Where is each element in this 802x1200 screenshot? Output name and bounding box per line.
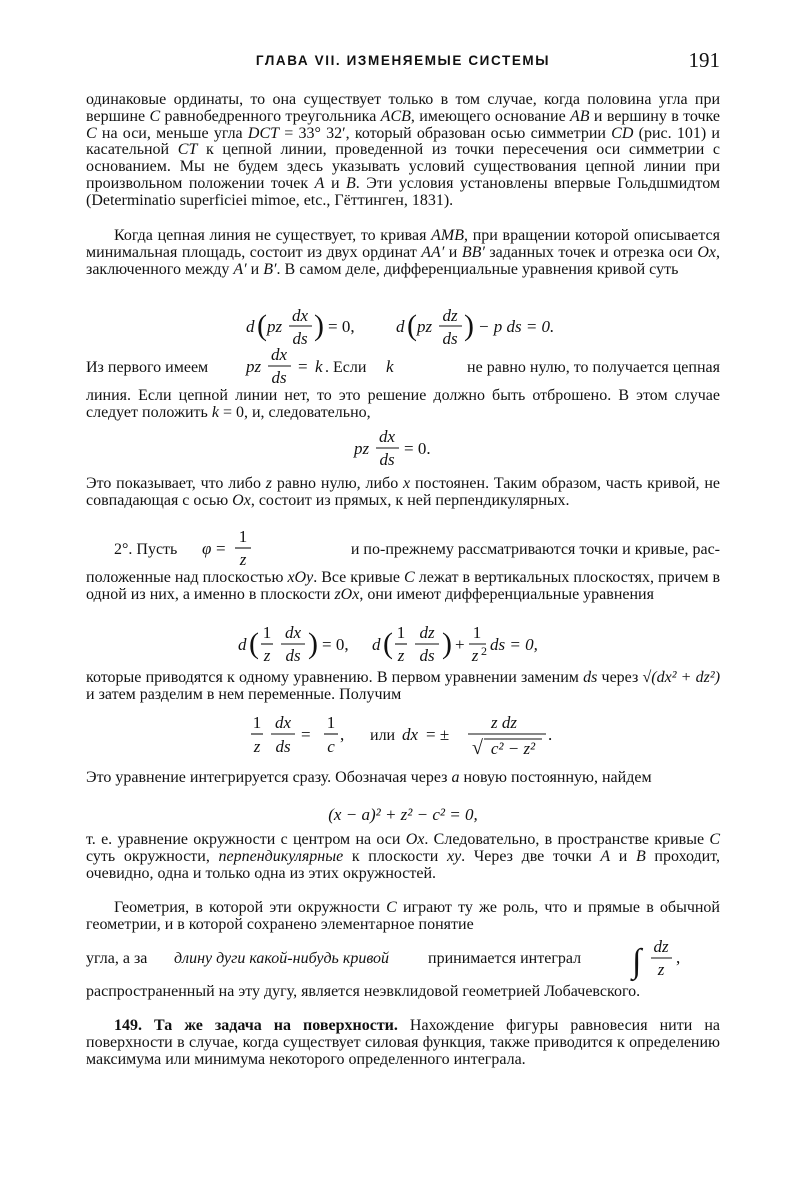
svg-text:ds: ds bbox=[292, 329, 308, 348]
equation-line-k bbox=[86, 344, 720, 388]
svg-text:2°. Пусть: 2°. Пусть bbox=[114, 541, 178, 558]
svg-text:dx: dx bbox=[378, 427, 396, 446]
svg-text:dx: dx bbox=[402, 725, 419, 744]
svg-text:принимается интеграл: принимается интеграл bbox=[428, 950, 582, 967]
paragraph-8: т. е. уравнение окружности с центром на оси Ox. Следовательно, в пространстве кривые C суть окружности, перпендикулярные к плоскости xy. Через две точки A и B проходит, очевидно, одна и только одна из этих окружностей. bbox=[86, 831, 720, 882]
svg-text:dx: dx bbox=[284, 623, 302, 642]
svg-text:и по-прежнему рассматриваются: и по-прежнему рассматриваются точки и кривые, рас- bbox=[350, 541, 720, 558]
paragraph-3: линия. Если цепной линии нет, то это решение должно быть отброшено. В этом случае следует положить k = 0, и, следовательно, bbox=[86, 387, 720, 421]
svg-text:dx: dx bbox=[291, 306, 309, 325]
svg-text:): ) bbox=[308, 627, 318, 660]
svg-text:ds = 0,: ds = 0, bbox=[490, 635, 538, 654]
svg-text:.: . bbox=[548, 725, 553, 744]
svg-text:1: 1 bbox=[238, 527, 248, 546]
svg-text:φ: φ bbox=[202, 539, 212, 558]
svg-text:+: + bbox=[455, 635, 465, 654]
svg-text:pz: pz bbox=[354, 439, 370, 458]
svg-text:): ) bbox=[314, 309, 324, 342]
svg-text:dz: dz bbox=[442, 306, 458, 325]
svg-text:2: 2 bbox=[481, 644, 487, 658]
equation-3 bbox=[86, 622, 720, 668]
svg-text:z: z bbox=[263, 646, 271, 665]
svg-text:d: d bbox=[396, 317, 405, 336]
svg-text:= 0,: = 0, bbox=[328, 317, 355, 336]
svg-text:ds: ds bbox=[275, 737, 291, 756]
svg-text:pz: pz bbox=[267, 317, 283, 336]
svg-text:,: , bbox=[340, 725, 345, 744]
svg-text:(: ( bbox=[257, 309, 267, 342]
paragraph-6: которые приводятся к одному уравнению. В первом уравнении заменим ds через √(dx² + dz²) и затем разделим в нем переменные. Получим bbox=[86, 669, 721, 703]
svg-text:=: = bbox=[298, 357, 308, 376]
svg-text:ds: ds bbox=[285, 646, 301, 665]
equation-line-integral bbox=[86, 934, 720, 984]
svg-text:= 0,: = 0, bbox=[322, 635, 349, 654]
svg-text:=: = bbox=[216, 539, 226, 558]
paragraph-5: положенные над плоскостью xOy. Все кривые C лежат в вертикальных плоскостях, причем в одной из них, а именно в плоскости zOx, они имеют дифференциальные уравнения bbox=[86, 569, 721, 603]
svg-text:dz: dz bbox=[653, 937, 669, 956]
svg-text:1: 1 bbox=[472, 623, 482, 642]
equation-line-phi bbox=[86, 526, 720, 570]
svg-text:ds: ds bbox=[271, 368, 287, 387]
svg-text:не равно нулю, то получается ц: не равно нулю, то получается цепная bbox=[467, 359, 720, 376]
svg-text:pz: pz bbox=[417, 317, 433, 336]
equation-4 bbox=[86, 710, 720, 762]
paragraph-10: распространенный на эту дугу, является неэвклидовой геометрией Лобачевского. bbox=[86, 983, 641, 1000]
svg-text:угла, а за: угла, а за bbox=[86, 950, 148, 967]
svg-text:c² − z²: c² − z² bbox=[490, 739, 536, 758]
svg-text:ds: ds bbox=[442, 329, 458, 348]
svg-text:(: ( bbox=[249, 627, 259, 660]
paragraph-7: Это уравнение интегрируется сразу. Обозначая через a новую постоянную, найдем bbox=[86, 769, 652, 786]
paragraph-4: Это показывает, что либо z равно нулю, либо x постоянен. Таким образом, часть кривой, не совпадающая с осью Ox, состоит из прямых, к ней перпендикулярных. bbox=[86, 475, 721, 509]
paragraph-9: Геометрия, в которой эти окружности C играют ту же роль, что и прямые в обычной геометрии, и в которой сохранено элементарное понятие bbox=[86, 899, 720, 933]
svg-text:dz: dz bbox=[419, 623, 435, 642]
svg-text:,: , bbox=[676, 948, 681, 967]
svg-text:или: или bbox=[370, 727, 396, 744]
equation-2 bbox=[86, 426, 720, 472]
svg-text:(x − a)² + z² − c² = 0,: (x − a)² + z² − c² = 0, bbox=[328, 805, 478, 824]
svg-text:d: d bbox=[246, 317, 255, 336]
svg-text:d: d bbox=[238, 635, 247, 654]
svg-text:. Если: . Если bbox=[325, 359, 367, 376]
svg-text:c: c bbox=[327, 737, 335, 756]
svg-text:(: ( bbox=[383, 627, 393, 660]
svg-text:z dz: z dz bbox=[491, 713, 517, 732]
svg-text:− p ds = 0.: − p ds = 0. bbox=[478, 317, 555, 336]
svg-text:): ) bbox=[442, 627, 452, 660]
svg-text:= 0.: = 0. bbox=[404, 439, 431, 458]
paragraph-1: одинаковые ординаты, то она существует только в том случае, когда половина угла при вершине C равнобедренного треугольника ACB, имеющего основание AB и вершину в точке C на оси, меньше угла DCT = 33° 32′, который образован осью симметрии CD (рис. 101) и касательной CT к цепной линии, проведенной из точки пересечения оси симметрии с основанием. Мы не будем здесь указывать условий существования цепной линии при произвольном положении точек A и B. Эти условия установлены впервые Гольдшмидтом (Determinatio superficiei mimoe, etc., Гёттинген, 1831). bbox=[86, 91, 721, 209]
svg-text:): ) bbox=[464, 309, 474, 342]
svg-text:1: 1 bbox=[252, 713, 262, 732]
svg-text:z: z bbox=[397, 646, 405, 665]
svg-text:(: ( bbox=[407, 309, 417, 342]
svg-text:dx: dx bbox=[270, 345, 288, 364]
svg-text:ds: ds bbox=[419, 646, 435, 665]
svg-text:z: z bbox=[471, 646, 479, 665]
section-heading: 149. Та же задача на поверхности. bbox=[114, 1017, 398, 1034]
svg-text:1: 1 bbox=[262, 623, 272, 642]
svg-text:z: z bbox=[239, 550, 247, 569]
svg-text:z: z bbox=[657, 960, 665, 979]
svg-text:1: 1 bbox=[326, 713, 336, 732]
equation-5 bbox=[86, 802, 720, 828]
running-head: ГЛАВА VII. ИЗМЕНЯЕМЫЕ СИСТЕМЫ bbox=[255, 53, 551, 68]
section-149: 149. Та же задача на поверхности. Нахождение фигуры равновесия нити на поверхности в случае, когда существует силовая функция, также приводится к определению максимума или минимума некоторого определенного интеграла. bbox=[86, 1017, 720, 1068]
svg-text:dx: dx bbox=[274, 713, 292, 732]
svg-text:√: √ bbox=[472, 737, 483, 759]
svg-text:z: z bbox=[253, 737, 261, 756]
svg-text:d: d bbox=[372, 635, 381, 654]
svg-text:k: k bbox=[386, 357, 394, 376]
svg-text:длину дуги какой-нибудь кривой: длину дуги какой-нибудь кривой bbox=[174, 950, 390, 967]
paragraph-2: Когда цепная линия не существует, то кривая AMB, при вращении которой описывается минимальная площадь, состоит из двух ординат AA′ и BB′ заданных точек и отрезка оси Ox, заключенного между A′ и B′. В самом деле, дифференциальные уравнения кривой суть bbox=[86, 227, 721, 278]
svg-text:∫: ∫ bbox=[632, 943, 642, 980]
page-header bbox=[86, 50, 720, 72]
page-number: 191 bbox=[688, 48, 720, 72]
svg-text:k: k bbox=[315, 357, 323, 376]
svg-text:=: = bbox=[301, 725, 311, 744]
svg-text:pz: pz bbox=[246, 357, 262, 376]
svg-text:= ±: = ± bbox=[426, 725, 450, 744]
svg-text:ds: ds bbox=[379, 450, 395, 469]
svg-text:Из первого имеем: Из первого имеем bbox=[86, 359, 209, 376]
svg-text:1: 1 bbox=[396, 623, 406, 642]
